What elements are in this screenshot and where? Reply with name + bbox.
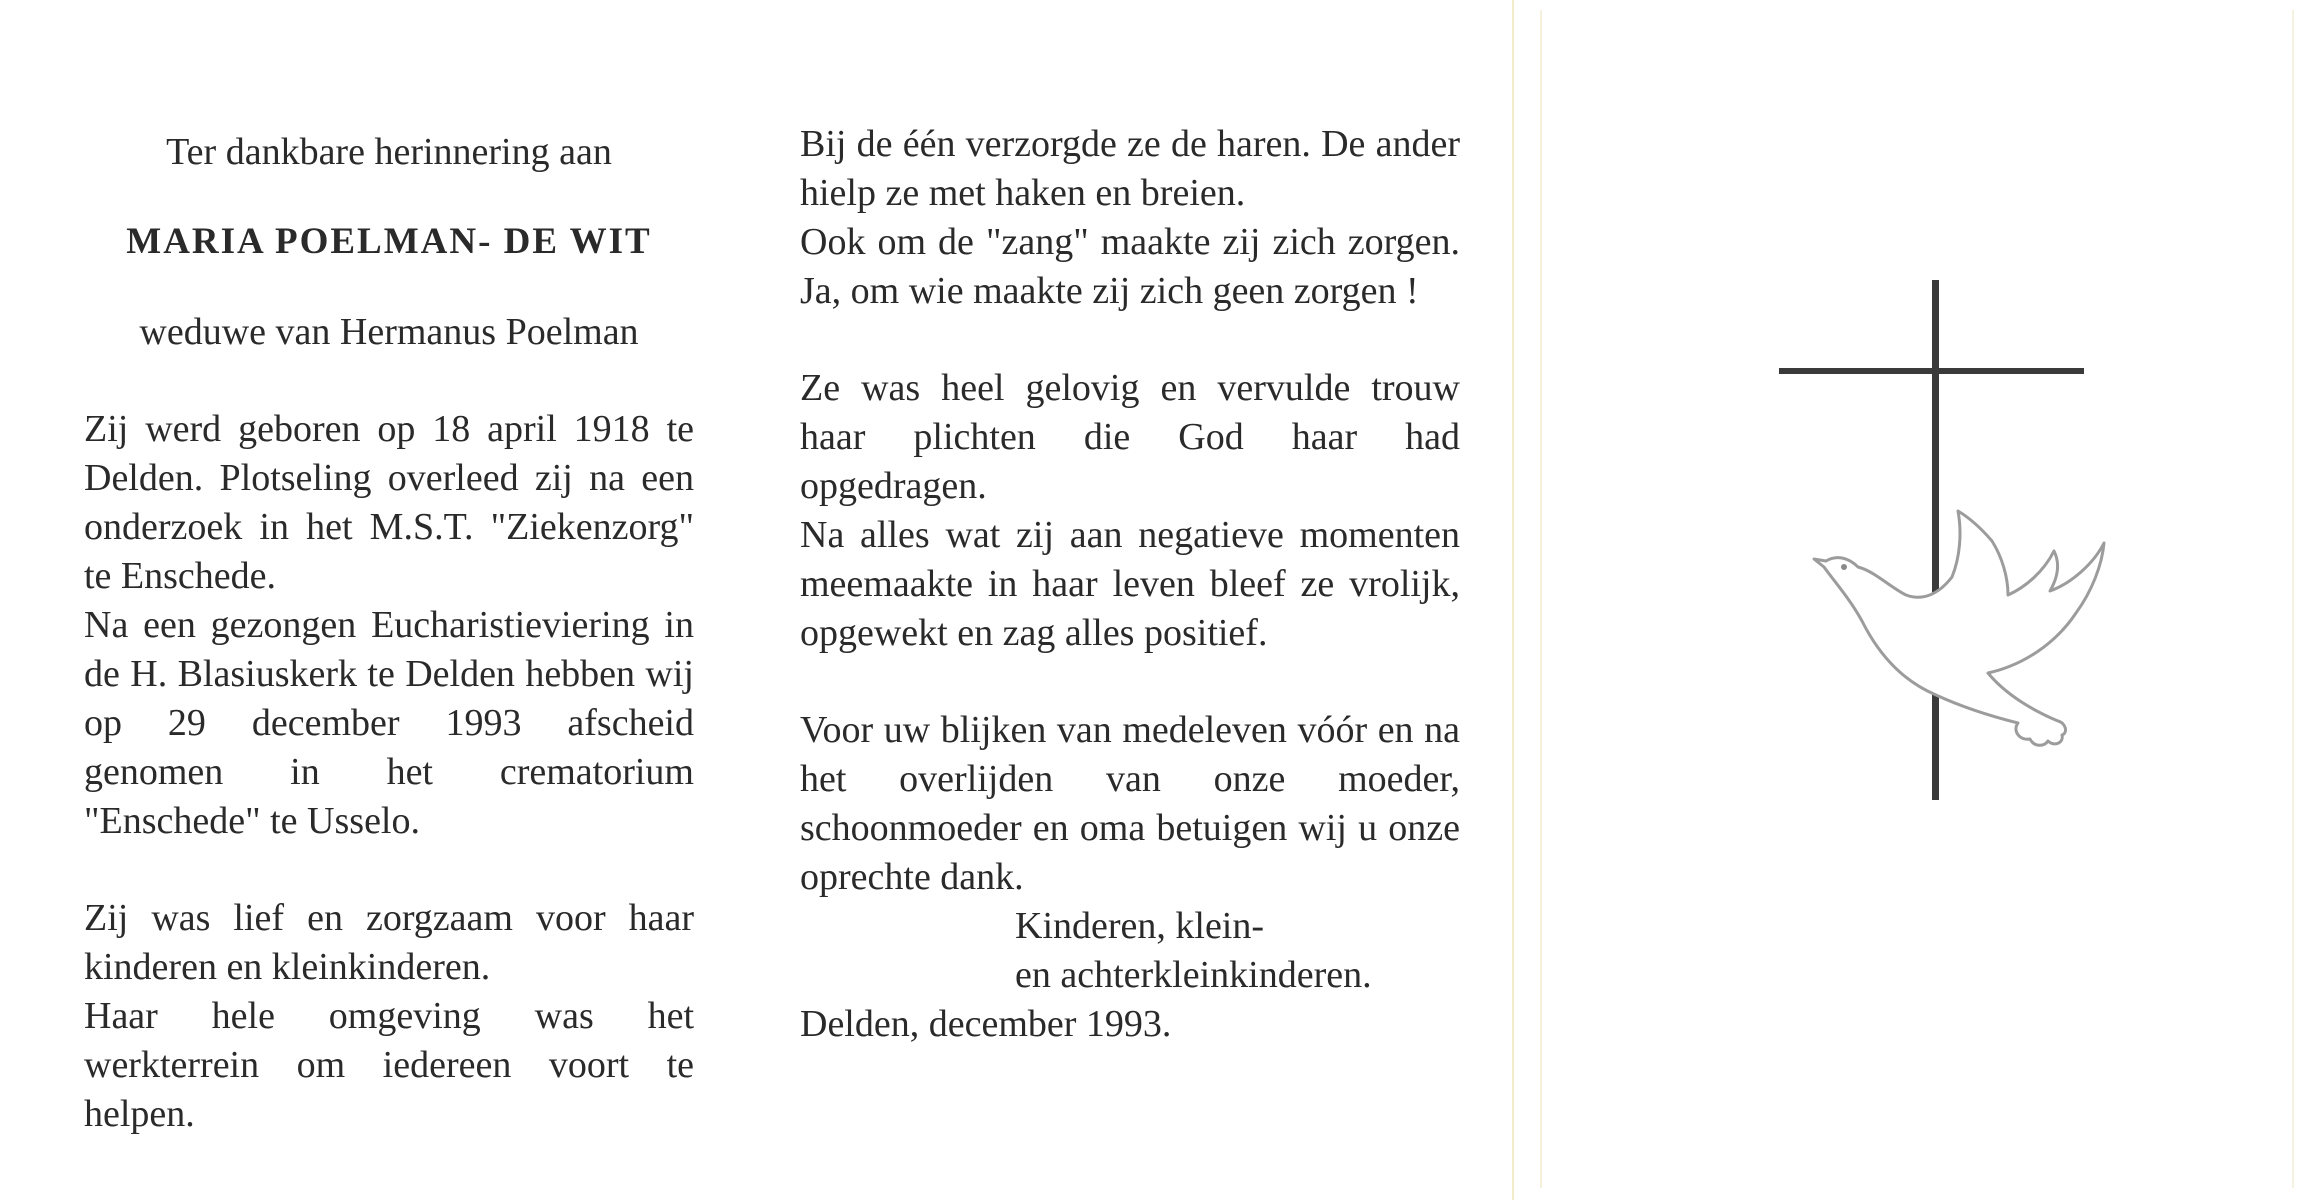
character-paragraph: Zij was lief en zorgzaam voor haar kinderen en kleinkinderen. [84,897,694,988]
helpfulness-paragraph: Haar hele omgeving was het werkterrein om iedereen voort te helpen. [84,995,694,1135]
dove-eye [1841,564,1847,570]
cross-with-dove-icon [1762,265,2122,805]
care-paragraph: Bij de één verzorgde ze de haren. De ander hielp ze met haken en breien. [800,123,1460,214]
intro-line: Ter dankbare herinnering aan [166,131,612,173]
deceased-name: MARIA POELMAN- DE WIT [126,221,652,262]
dove-outline [1814,511,2104,745]
cross-horizontal-beam [1779,368,2084,374]
memorial-card-front [1540,10,2294,1188]
cross-vertical-beam [1932,280,1939,800]
birth-death-paragraph: Zij werd geboren op 18 april 1918 te Delden. Plotseling overleed zij na een onderzoek in het M.S.T. "Ziekenzorg" te Enschede. [84,408,694,597]
place-date: Delden, december 1993. [800,1003,1172,1045]
signature-line-2: en achterkleinkinderen. [1015,954,1372,996]
signature-line-1: Kinderen, klein- [1015,905,1265,947]
right-column [800,120,1460,1049]
left-column [84,120,694,1139]
thanks-paragraph: Voor uw blijken van medeleven vóór en na het overlijden van onze moeder, schoonmoeder en oma betuigen wij u onze oprechte dank. [800,709,1460,898]
faith-paragraph: Ze was heel gelovig en vervulde trouw haar plichten die God haar had opgedragen. [800,367,1460,507]
widow-line: weduwe van Hermanus Poelman [139,311,639,353]
fold-edge [1512,0,1514,1200]
funeral-paragraph: Na een gezongen Eucharistieviering in de H. Blasiuskerk te Delden hebben wij op 29 december 1993 afscheid genomen in het crematorium "Enschede" te Usselo. [84,604,694,842]
positivity-paragraph: Na alles wat zij aan negatieve momenten meemaakte in haar leven bleef ze vrolijk, opgewekt en zag alles positief. [800,514,1460,654]
worry-paragraph: Ook om de "zang" maakte zij zich zorgen. Ja, om wie maakte zij zich geen zorgen ! [800,221,1460,312]
